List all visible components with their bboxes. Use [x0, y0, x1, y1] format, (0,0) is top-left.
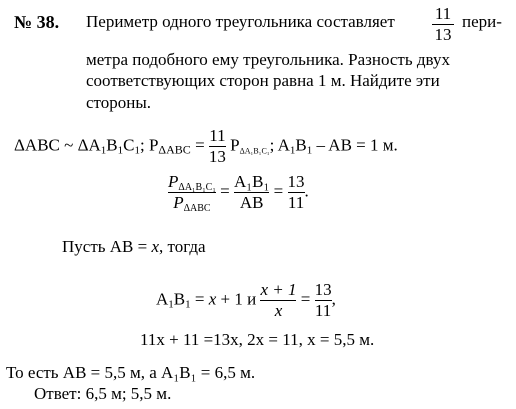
problem-line-1-end: пери-: [462, 12, 502, 31]
eq1-text: P: [225, 135, 240, 155]
fraction-denominator: 13: [432, 24, 454, 45]
problem-line-2: метра подобного ему треугольника. Разность двух: [86, 50, 450, 69]
problem-line-3: соответствующих сторон равна 1 м. Найдите эти: [86, 71, 440, 90]
eq1-sub: 1: [306, 144, 313, 157]
eq1-text: B: [106, 135, 118, 155]
eq1-sub: 1: [100, 144, 107, 157]
eq2-perimeter-fraction: [168, 172, 216, 213]
answer: Ответ: 6,5 м; 5,5 м.: [34, 384, 172, 403]
eq3-text: =: [190, 289, 209, 309]
eq2-r-num: 13: [287, 172, 305, 191]
let-statement: [62, 237, 206, 257]
problem-line-1: [86, 12, 395, 32]
eq3-text: A: [156, 289, 169, 309]
eq1-text: C: [123, 135, 135, 155]
equation-setup: [156, 280, 336, 321]
eq2-end: .: [304, 181, 309, 201]
eq1-text: ; A: [269, 135, 290, 155]
eq3-sub: 1: [168, 298, 174, 311]
eq2-num: [168, 172, 216, 192]
let-var: x: [151, 237, 160, 256]
eq1-fraction: [209, 126, 226, 167]
eq3-frac-den: x: [260, 300, 296, 321]
eq2-result-fraction: [288, 172, 305, 213]
eq1-sub: ΔABC: [158, 142, 191, 157]
eq1-text: ; P: [139, 135, 159, 155]
eq1-sub: 1: [134, 144, 140, 157]
eq3-sub: 1: [185, 298, 191, 311]
equation-ratio: $\frac{P_{\Delta A_1B_1C_1}}{P_{\Delta ABC}}$ = $\frac{\text{A₁B₁}}{AB}$ = $\frac{13}{11}$ .: [168, 172, 309, 214]
equation-solution: 11x + 11 =13x, 2x = 11, x = 5,5 м.: [140, 330, 375, 349]
eq3-var: x: [208, 289, 217, 309]
eq2-side-fraction: [234, 172, 269, 213]
eq3-text: B: [173, 289, 186, 309]
eq1-sub: 1: [289, 144, 296, 157]
eq1-text: B: [295, 135, 307, 155]
eq3-frac-num: x + 1: [260, 280, 297, 299]
problem-text: Периметр одного треугольника составляет: [86, 12, 395, 31]
eq2-sub: ΔABC: [183, 203, 211, 214]
eq3-fraction: [260, 280, 296, 321]
eq1-sub: 1: [117, 144, 124, 157]
eq1-text: =: [190, 135, 209, 155]
eq1-sub: ΔA₁B₁C₁: [239, 146, 270, 156]
eq3-text: + 1 и: [216, 289, 261, 309]
eq2-mid-den: AB: [234, 192, 269, 213]
eq2-mid-num: A₁B₁: [233, 172, 270, 191]
let-text: Пусть AB =: [62, 237, 152, 256]
eq2-p: P: [173, 193, 184, 212]
equation-similarity: [14, 126, 398, 167]
problem-line-4: стороны.: [86, 93, 152, 112]
fraction-numerator: 11: [434, 4, 452, 23]
eq3-r-den: 11: [314, 301, 332, 320]
eq3-result-fraction: [315, 280, 332, 321]
conclusion: То есть AB = 5,5 м, а A₁B₁ = 6,5 м.: [6, 363, 256, 382]
eq1-frac-den: 13: [208, 147, 226, 166]
eq1-text: ΔABC ~ ΔA: [14, 135, 101, 155]
eq3-r-num: 13: [314, 280, 332, 299]
eq3-end: ,: [331, 289, 336, 309]
eq1-text: – AB = 1 м.: [312, 135, 398, 155]
eq2-sub: ΔA₁B₁C₁: [178, 182, 216, 193]
eq3-text: =: [296, 289, 315, 309]
eq2-p: P: [168, 172, 179, 191]
problem-fraction: [432, 4, 454, 45]
problem-number: № 38.: [14, 12, 60, 32]
let-text: , тогда: [159, 237, 206, 256]
eq2-den: [168, 192, 216, 213]
eq1-frac-num: 11: [209, 126, 226, 145]
eq2-r-den: 11: [287, 193, 305, 212]
